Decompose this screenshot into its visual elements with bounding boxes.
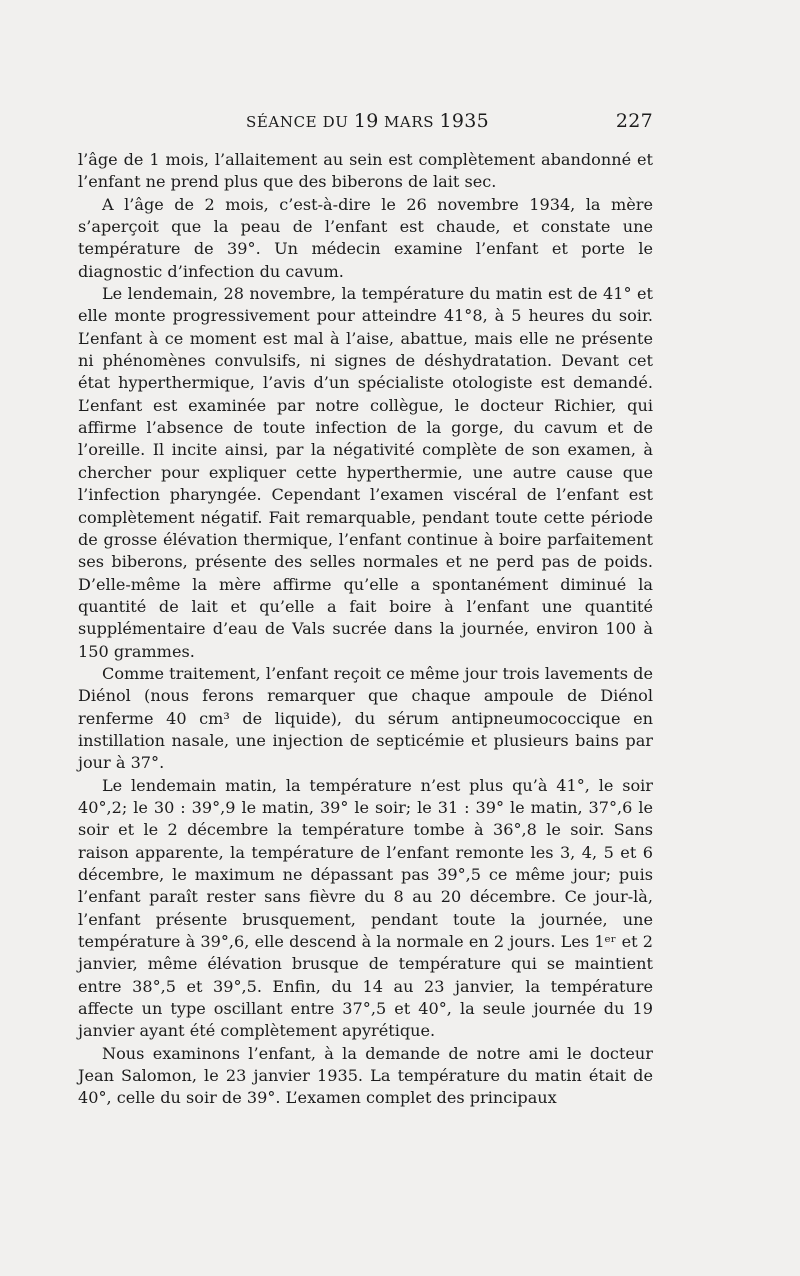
paragraph: Le lendemain matin, la température n’est plus qu’à 41°, le soir 40°,2; le 30 : 39°,9 le matin, 39° le soir; le 31 : 39° le matin, 37°,6 le soir et le 2 décembre la température tombe à 36°,8 le soir. Sans raison apparente, la température de l’enfant remonte les 3, 4, 5 et 6 décembre, le maximum ne dépassant pas 39°,5 ce même jour; puis l’enfant paraît rester sans fièvre du 8 au 20 décembre. Ce jour-là, l’enfant présente brusquement, pendant toute la journée, une température à 39°,6, elle descend à la normale en 2 jours. Les 1ᵉʳ et 2 janvier, même élévation brusque de température qui se maintient entre 38°,5 et 39°,5. Enfin, du 14 au 23 janvier, la température affecte un type oscillant entre 37°,5 et 40°, la seule journée du 19 janvier ayant été complètement apyrétique. <box>78 775 653 1041</box>
body-text <box>78 149 653 1110</box>
paragraph: A l’âge de 2 mois, c’est-à-dire le 26 novembre 1934, la mère s’aperçoit que la peau de l’enfant est chaude, et constate une température de 39°. Un médecin examine l’enfant et porte le diagnostic d’infection du cavum. <box>78 194 653 281</box>
paragraph: Le lendemain, 28 novembre, la température du matin est de 41° et elle monte progressivement pour atteindre 41°8, à 5 heures du soir. L’enfant à ce moment est mal à l’aise, abattue, mais elle ne présente ni phénomènes convulsifs, ni signes de déshydratation. Devant cet état hyperthermique, l’avis d’un spécialiste otologiste est demandé. L’enfant est examinée par notre collègue, le docteur Richier, qui affirme l’absence de toute infection de la gorge, du cavum et de l’oreille. Il incite ainsi, par la négativité complète de son examen, à chercher pour expliquer cette hyperthermie, une autre cause que l’infection pharyngée. Cependant l’examen viscéral de l’enfant est complètement négatif. Fait remarquable, pendant toute cette période de grosse élévation thermique, l’enfant continue à boire parfaitement ses biberons, présente des selles normales et ne perd pas de poids. D’elle-même la mère affirme qu’elle a spontanément diminué la quantité de lait et qu’elle a fait boire à l’enfant une quantité supplémentaire d’eau de Vals sucrée dans la journée, environ 100 à 150 grammes. <box>78 284 653 661</box>
paragraph: Nous examinons l’enfant, à la demande de notre ami le docteur Jean Salomon, le 23 janvier 1935. La température du matin était de 40°, celle du soir de 39°. L’examen complet des principaux <box>78 1043 653 1108</box>
running-head <box>78 110 653 138</box>
paragraph: Comme traitement, l’enfant reçoit ce même jour trois lavements de Diénol (nous ferons remarquer que chaque ampoule de Diénol renferme 40 cm³ de liquide), du sérum antipneumococcique en instillation nasale, une injection de septicémie et plusieurs bains par jour à 37°. <box>78 663 653 773</box>
paragraph: l’âge de 1 mois, l’allaitement au sein est complètement abandonné et l’enfant ne prend plus que des biberons de lait sec. <box>78 150 653 192</box>
book-page <box>78 110 653 1110</box>
running-title: SÉANCE DU 19 MARS 1935 <box>246 110 490 132</box>
page-number: 227 <box>615 110 653 132</box>
